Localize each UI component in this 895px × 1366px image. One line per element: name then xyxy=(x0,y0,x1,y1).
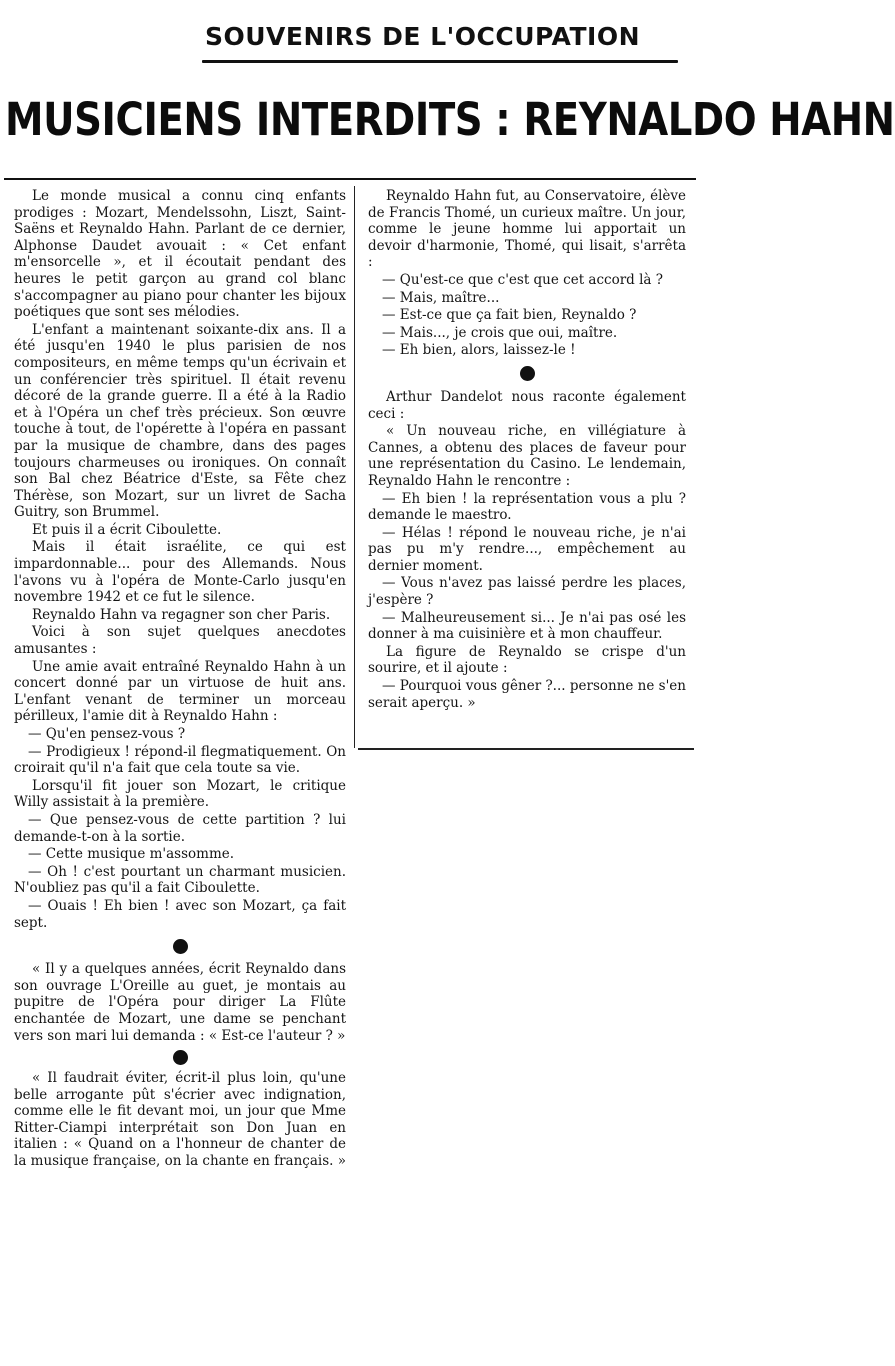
dialogue-line: — Que pensez-vous de cette partition ? lui demande-t-on à la sortie. xyxy=(14,811,346,845)
paragraph: L'enfant a maintenant soixante-dix ans. Il a été jusqu'en 1940 le plus parisien de nos compositeurs, en même temps qu'un écrivain et un conférencier très spirituel. Il était revenu décoré de la grande guerre. Il a été à la Radio et à l'Opéra un chef très précieux. Son œuvre touche à tout, de l'opérette à l'opéra en passant par la musique de chambre, dans des pages toujours charmeuses ou ironiques. On connaît son Bal chez Béatrice d'Este, sa Fête chez Thérèse, son Mozart, sur un livret de Sacha Guitry, son Brummel. xyxy=(14,321,346,521)
article-column-left xyxy=(14,188,346,1170)
paragraph: Lorsqu'il fit jouer son Mozart, le critique Willy assistait à la première. xyxy=(14,777,346,811)
dialogue-line: — Est-ce que ça fait bien, Reynaldo ? xyxy=(382,307,637,324)
dialogue-line: — Eh bien, alors, laissez-le ! xyxy=(382,342,576,359)
dialogue-line: — Oh ! c'est pourtant un charmant musicien. N'oubliez pas qu'il a fait Ciboulette. xyxy=(14,863,346,897)
bullet-icon xyxy=(173,1050,188,1065)
column-end-rule xyxy=(358,748,694,750)
dialogue-line: — Pourquoi vous gêner ?... personne ne s'en serait aperçu. » xyxy=(368,678,686,711)
paragraph: La figure de Reynaldo se crispe d'un sourire, et il ajoute : xyxy=(368,643,686,677)
paragraph: « Un nouveau riche, en villégiature à Cannes, a obtenu des places de faveur pour une représentation du Casino. Le lendemain, Reynaldo Hahn le rencontre : xyxy=(368,423,686,489)
dialogue-line: — Qu'est-ce que c'est que cet accord là ? xyxy=(382,271,663,288)
dialogue-line: — Malheureusement si... Je n'ai pas osé les donner à ma cuisinière et à mon chauffeur. xyxy=(368,609,686,643)
bullet-icon xyxy=(520,366,535,381)
paragraph: Voici à son sujet quelques anecdotes amusantes : xyxy=(14,624,346,658)
section-separator xyxy=(14,1044,346,1070)
paragraph: Reynaldo Hahn fut, au Conservatoire, élève de Francis Thomé, un curieux maître. Un jour, comme le jeune homme lui apportait un devoir d'harmonie, Thomé, qui lisait, s'arrêta : xyxy=(368,188,686,271)
dialogue-line: — Qu'en pensez-vous ? xyxy=(28,726,186,742)
section-kicker: SOUVENIRS DE L'OCCUPATION xyxy=(205,22,640,51)
column-divider xyxy=(354,186,355,748)
dialogue-line: — Ouais ! Eh bien ! avec son Mozart, ça fait sept. xyxy=(14,897,346,931)
section-separator xyxy=(368,359,686,389)
dialogue-line: — Hélas ! répond le nouveau riche, je n'ai pas pu m'y rendre..., empêchement au dernier moment. xyxy=(368,524,686,574)
paragraph: Reynaldo Hahn va regagner son cher Paris. xyxy=(32,606,331,623)
paragraph: « Il y a quelques années, écrit Reynaldo dans son ouvrage L'Oreille au guet, je montais au pupitre de l'Opéra pour diriger La Flûte enchantée de Mozart, une dame se penchant vers son mari lui demanda : « Est-ce l'auteur ? » xyxy=(14,961,346,1044)
article-column-right xyxy=(368,188,686,711)
section-separator xyxy=(14,931,346,961)
dialogue-line: — Vous n'avez pas laissé perdre les places, j'espère ? xyxy=(368,575,686,609)
paragraph: Le monde musical a connu cinq enfants prodiges : Mozart, Mendelssohn, Liszt, Saint-Saëns et Reynaldo Hahn. Parlant de ce dernier, Alphonse Daudet avouait : « Cet enfant m'ensorcelle », et il écoutait pendant des heures le petit garçon au grand col blanc s'accompagner au piano pour chanter les bijoux poétiques que sont ses mélodies. xyxy=(14,188,346,321)
headline-rule xyxy=(4,178,696,180)
dialogue-line: — Prodigieux ! répond-il flegmatiquement. On croirait qu'il n'a fait que cela toute sa vie. xyxy=(14,743,346,777)
dialogue-line: — Mais, maître... xyxy=(382,289,500,306)
paragraph: Mais il était israélite, ce qui est impardonnable... pour des Allemands. Nous l'avons vu à l'opéra de Monte-Carlo jusqu'en novembre 1942 et ce fut le silence. xyxy=(14,539,346,606)
dialogue-line: — Mais..., je crois que oui, maître. xyxy=(382,324,618,341)
kicker-underline xyxy=(202,60,678,63)
paragraph: Et puis il a écrit Ciboulette. xyxy=(32,521,222,538)
dialogue-line: — Eh bien ! la représentation vous a plu ? demande le maestro. xyxy=(368,490,686,524)
bullet-icon xyxy=(173,939,188,954)
headline: MUSICIENS INTERDITS : REYNALDO HAHN xyxy=(5,93,895,146)
paragraph: Arthur Dandelot nous raconte également ceci : xyxy=(368,388,686,422)
dialogue-line: — Cette musique m'assomme. xyxy=(28,846,235,863)
paragraph: Une amie avait entraîné Reynaldo Hahn à un concert donné par un virtuose de huit ans. L'enfant venant de terminer un morceau périlleux, l'amie dit à Reynaldo Hahn : xyxy=(14,658,346,725)
paragraph: « Il faudrait éviter, écrit-il plus loin, qu'une belle arrogante pût s'écrier avec indignation, comme elle le fit devant moi, un jour que Mme Ritter-Ciampi interprétait son Don Juan en italien : « Quand on a l'honneur de chanter de la musique française, on la chante en français. » xyxy=(14,1070,346,1170)
